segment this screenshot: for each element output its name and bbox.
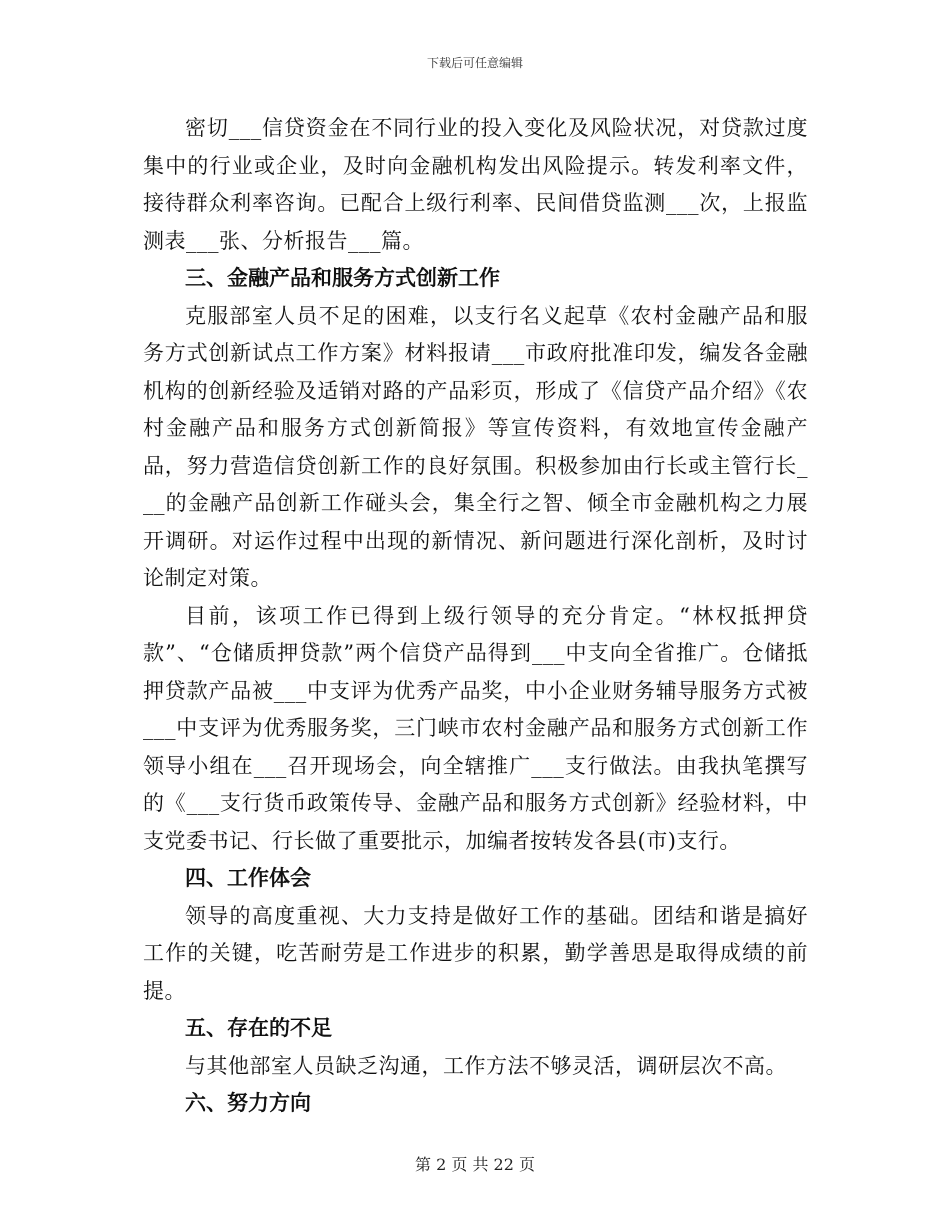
paragraph-experience: 领导的高度重视、大力支持是做好工作的基础。团结和谐是搞好工作的关键，吃苦耐劳是工作进步的积累，勤学善思是取得成绩的前提。 — [143, 903, 808, 1003]
page-header: 下载后可任意编辑 — [426, 56, 523, 70]
section-heading-4: 四、工作体会 — [185, 866, 311, 890]
paragraph-innovation: 克服部室人员不足的困难，以支行名义起草《农村金融产品和服务方式创新试点工作方案》材料报请___市政府批准印发，编发各金融机构的创新经验及适销对路的产品彩页，形成了《信贷产品介绍》《农村金融产品和服务方式创新简报》等宣传资料，有效地宣传金融产品，努力营造信贷创新工作的良好氛围。积极参加由行长或主管行长___的金融产品创新工作碰头会，集全行之智、倾全市金融机构之力展开调研。对运作过程中出现的新情况、新问题进行深化剖析，及时讨论制定对策。 — [143, 303, 808, 590]
section-heading-3: 三、金融产品和服务方式创新工作 — [185, 266, 500, 290]
paragraph-monitoring: 密切___信贷资金在不同行业的投入变化及风险状况，对贷款过度集中的行业或企业，及时向金融机构发出风险提示。转发利率文件，接待群众利率咨询。已配合上级行利率、民间借贷监测___次，上报监测表___张、分析报告___篇。 — [143, 116, 808, 253]
section-heading-6: 六、努力方向 — [185, 1091, 311, 1115]
paragraph-shortcomings: 与其他部室人员缺乏沟通，工作方法不够灵活，调研层次不高。 — [185, 1053, 787, 1078]
page-number: 第 2 页 共 22 页 — [415, 1155, 535, 1174]
paragraph-achievements: 目前，该项工作已得到上级行领导的充分肯定。“林权抵押贷款”、“仓储质押贷款”两个信贷产品得到___中支向全省推广。仓储抵押贷款产品被___中支评为优秀产品奖，中小企业财务辅导服务方式被___中支评为优秀服务奖，三门峡市农村金融产品和服务方式创新工作领导小组在___召开现场会，向全辖推广___支行做法。由我执笔撰写的《___支行货币政策传导、金融产品和服务方式创新》经验材料，中支党委书记、行长做了重要批示，加编者按转发各县(市)支行。 — [143, 603, 808, 853]
document-body — [143, 110, 808, 1123]
section-heading-5: 五、存在的不足 — [185, 1016, 332, 1040]
